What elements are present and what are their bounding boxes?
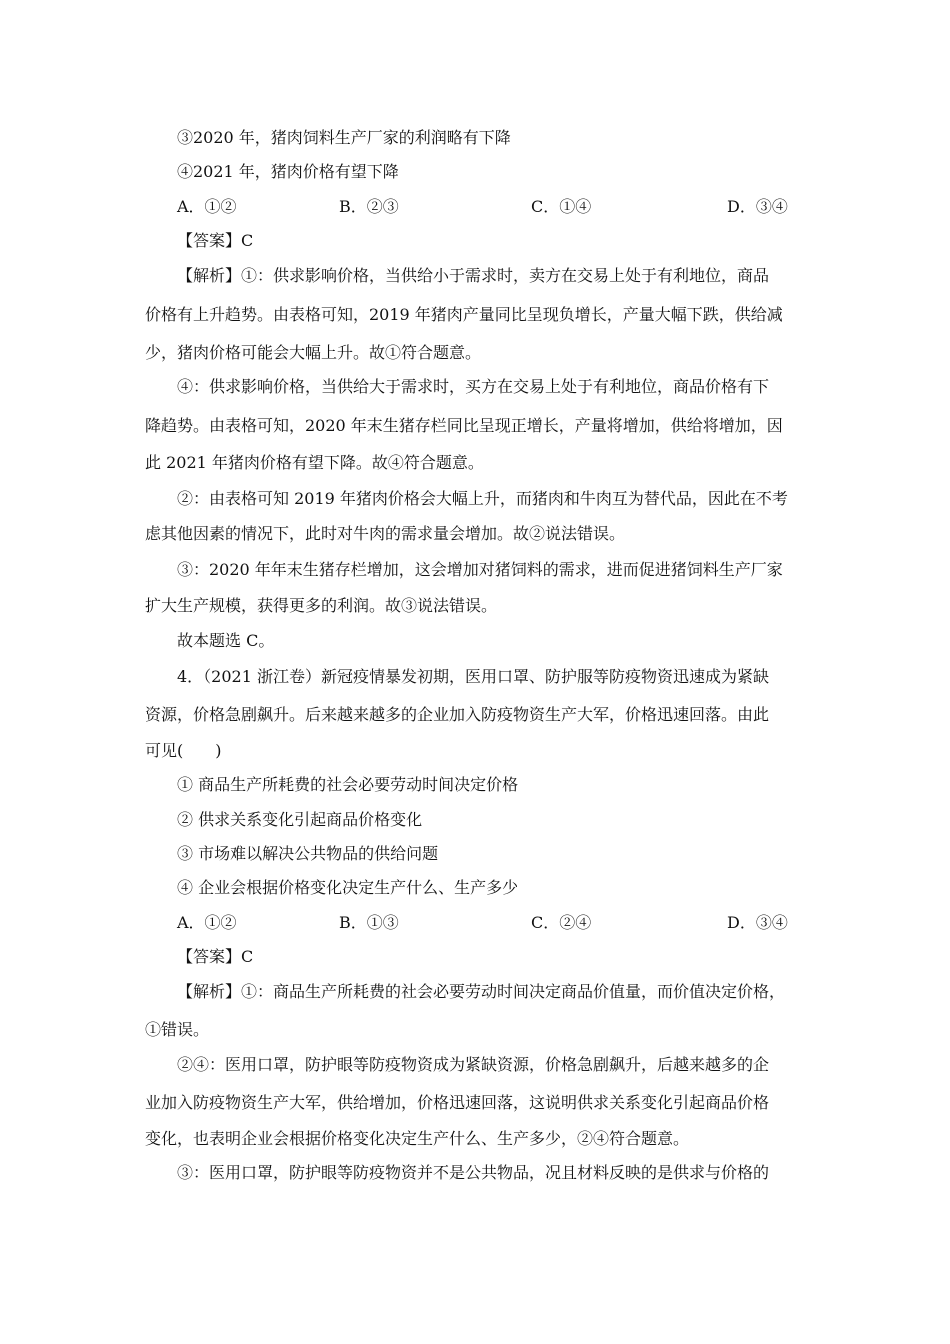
- q3-analysis-line: ④：供求影响价格，当供给大于需求时，买方在交易上处于有利地位，商品价格有下: [177, 377, 770, 396]
- q3-analysis-line: ②：由表格可知 2019 年猪肉价格会大幅上升，而猪肉和牛肉互为替代品，因此在不考: [177, 489, 788, 508]
- q3-analysis-line: ③：2020 年年末生猪存栏增加，这会增加对猪饲料的需求，进而促进猪饲料生产厂家: [177, 560, 783, 579]
- q3-option-b: B．②③: [339, 197, 399, 216]
- q3-statement-3: ③2020 年，猪肉饲料生产厂家的利润略有下降: [177, 128, 511, 147]
- q3-option-c: C．①④: [531, 197, 592, 216]
- q3-option-a: A．①②: [177, 197, 237, 216]
- q4-statement-2: ② 供求关系变化引起商品价格变化: [177, 810, 423, 829]
- q4-answer: 【答案】C: [177, 947, 254, 966]
- q4-analysis-line: ②④：医用口罩，防护眼等防疫物资成为紧缺资源，价格急剧飙升，后越来越多的企: [177, 1055, 770, 1074]
- q4-stem-line: 4．（2021 浙江卷）新冠疫情暴发初期，医用口罩、防护服等防疫物资迅速成为紧缺: [177, 667, 769, 686]
- q4-option-b: B．①③: [339, 913, 399, 932]
- q4-analysis-line: ①错误。: [145, 1020, 210, 1039]
- q4-statement-1: ① 商品生产所耗费的社会必要劳动时间决定价格: [177, 775, 519, 794]
- q4-option-a: A．①②: [177, 913, 237, 932]
- q3-analysis-line: 扩大生产规模，获得更多的利润。故③说法错误。: [145, 596, 498, 615]
- q3-analysis-line: 此 2021 年猪肉价格有望下降。故④符合题意。: [145, 453, 484, 472]
- q3-analysis-line: 降趋势。由表格可知，2020 年末生猪存栏同比呈现正增长，产量将增加，供给将增加，因: [145, 416, 783, 435]
- q4-stem-line: 资源，价格急剧飙升。后来越来越多的企业加入防疫物资生产大军，价格迅速回落。由此: [145, 705, 770, 724]
- q4-statement-4: ④ 企业会根据价格变化决定生产什么、生产多少: [177, 878, 519, 897]
- q4-option-d: D．③④: [727, 913, 788, 932]
- q4-analysis-line: 【解析】①：商品生产所耗费的社会必要劳动时间决定商品价值量，而价值决定价格，: [177, 982, 786, 1001]
- q4-stem-line: 可见( ): [145, 741, 222, 760]
- q3-analysis-line: 少，猪肉价格可能会大幅上升。故①符合题意。: [145, 343, 482, 362]
- q4-analysis-line: ③：医用口罩，防护眼等防疫物资并不是公共物品，况且材料反映的是供求与价格的: [177, 1163, 770, 1182]
- q3-option-d: D．③④: [727, 197, 788, 216]
- q4-option-c: C．②④: [531, 913, 592, 932]
- q3-answer: 【答案】C: [177, 231, 254, 250]
- q3-conclusion: 故本题选 C。: [177, 631, 275, 650]
- q3-analysis-line: 虑其他因素的情况下，此时对牛肉的需求量会增加。故②说法错误。: [145, 524, 626, 543]
- q4-analysis-line: 业加入防疫物资生产大军，供给增加，价格迅速回落，这说明供求关系变化引起商品价格: [145, 1093, 770, 1112]
- q3-statement-4: ④2021 年，猪肉价格有望下降: [177, 162, 399, 181]
- q3-analysis-line: 【解析】①：供求影响价格，当供给小于需求时，卖方在交易上处于有利地位，商品: [177, 266, 770, 285]
- q3-analysis-line: 价格有上升趋势。由表格可知，2019 年猪肉产量同比呈现负增长，产量大幅下跌，供给减: [145, 305, 783, 324]
- q4-analysis-line: 变化，也表明企业会根据价格变化决定生产什么、生产多少，②④符合题意。: [145, 1129, 690, 1148]
- q4-statement-3: ③ 市场难以解决公共物品的供给问题: [177, 844, 439, 863]
